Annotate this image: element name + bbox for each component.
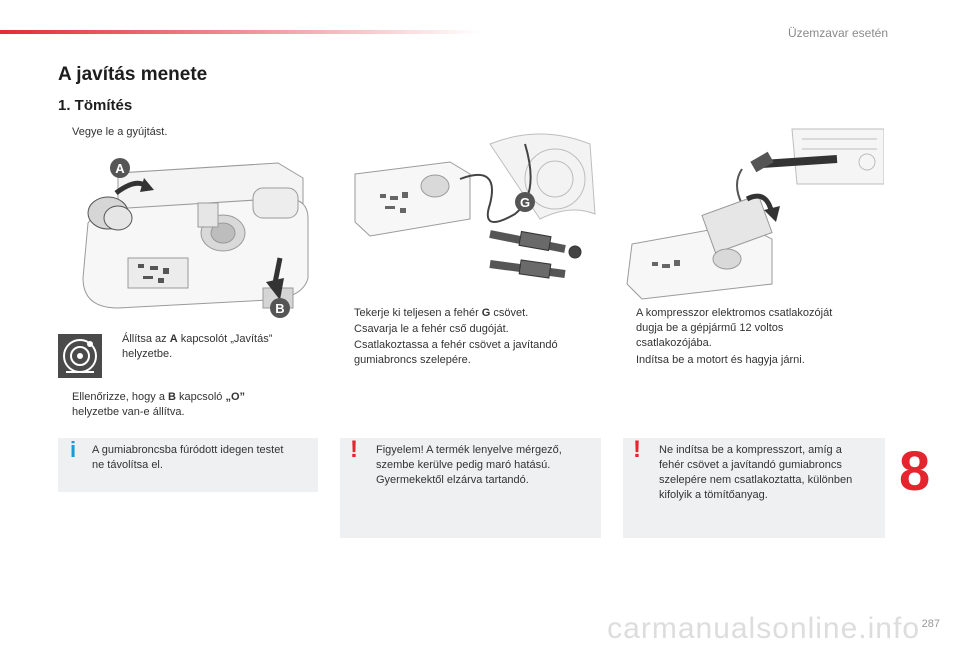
hose-illustration [340, 124, 602, 300]
kit-switch-illustration [58, 148, 320, 320]
header-accent-bar [0, 30, 480, 34]
page-title: A javítás menete [58, 64, 208, 85]
power-socket-illustration [622, 124, 884, 300]
warning-note-compressor: ! Ne indítsa be a kompresszort, amíg a fehér csövet a javítandó gumiabroncs szelepére nem csatlakoztatta, különben kifolyik a tömítőanyag. [623, 438, 885, 538]
step-connect-hose: Csatlakoztassa a fehér csövet a javítandó gumiabroncs szelepére. [354, 339, 558, 366]
info-note: i A gumiabroncsba fúródott idegen testet ne távolítsa el. [58, 438, 318, 492]
callout-a-label: A [115, 161, 125, 176]
warning-icon: ! [633, 436, 641, 463]
step-turn-off-ignition: Vegye le a gyújtást. [72, 126, 168, 138]
step-plug-in-compressor: A kompresszor elektromos csatlakozóját dugja be a gépjármű 12 voltos csatlakozójába. [636, 307, 833, 349]
page-number: 287 [921, 618, 940, 630]
section-title: Üzemzavar esetén [787, 26, 888, 40]
warning-note-toxic: ! Figyelem! A termék lenyelve mérgező, szembe kerülve pedig maró hatású. Gyermekektől elzárva tartandó. [340, 438, 601, 538]
callout-g-label: G [519, 195, 531, 210]
watermark: carmanualsonline.info [607, 612, 920, 645]
repair-mode-icon [58, 334, 102, 378]
step-unroll-hose: Tekerje ki teljesen a fehér G csövet. [354, 307, 529, 319]
page-subtitle: 1. Tömítés [58, 97, 133, 114]
step-check-switch-b: Ellenőrizze, hogy a B kapcsoló „O” helyzetbe van-e állítva. [72, 391, 246, 418]
chapter-number: 8 [899, 439, 931, 502]
warning-icon: ! [350, 436, 358, 463]
callout-b-label: B [275, 301, 285, 316]
step-start-engine: Indítsa be a motort és hagyja járni. [636, 354, 805, 366]
step-unscrew-cap: Csavarja le a fehér cső dugóját. [354, 323, 509, 335]
step-set-switch-a: Állítsa az A kapcsolót „Javítás” helyzetbe. [122, 333, 273, 360]
info-icon: i [70, 437, 77, 462]
